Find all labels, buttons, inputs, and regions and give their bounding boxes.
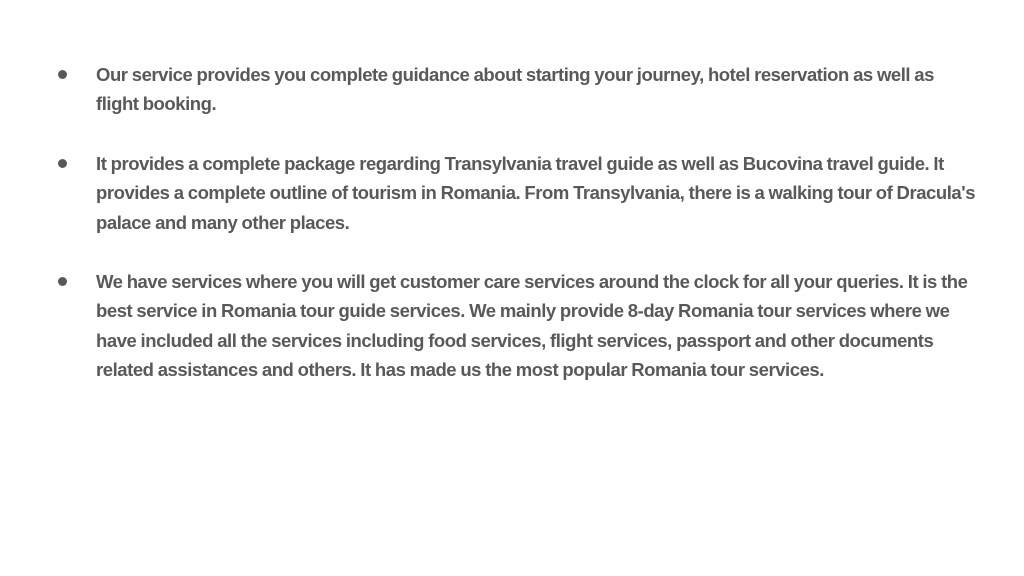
bullet-text: We have services where you will get customer care services around the clock for all your queries. It is the best service in Romania tour guide services. We mainly provide 8-day Romania tour services where we have included all the services including food services, flight services, passport and other documents related assistances and others. It has made us the most popular Romania tour services.: [96, 271, 968, 381]
bullet-dot-icon: [58, 277, 67, 286]
bullet-item-transylvania-package: [58, 149, 984, 237]
bullet-item-service-guidance: [58, 60, 984, 119]
bullet-text: It provides a complete package regarding Transylvania travel guide as well as Bucovina travel guide. It provides a complete outline of tourism in Romania. From Transylvania, there is a walking tour of Dracula's palace and many other places.: [96, 152, 976, 233]
bullet-text: Our service provides you complete guidance about starting your journey, hotel reservation as well as flight booking.: [96, 64, 934, 115]
bullet-dot-icon: [58, 159, 67, 168]
bullet-dot-icon: [58, 70, 67, 79]
bullet-item-customer-care: [58, 267, 984, 385]
bullet-list: [58, 60, 984, 385]
